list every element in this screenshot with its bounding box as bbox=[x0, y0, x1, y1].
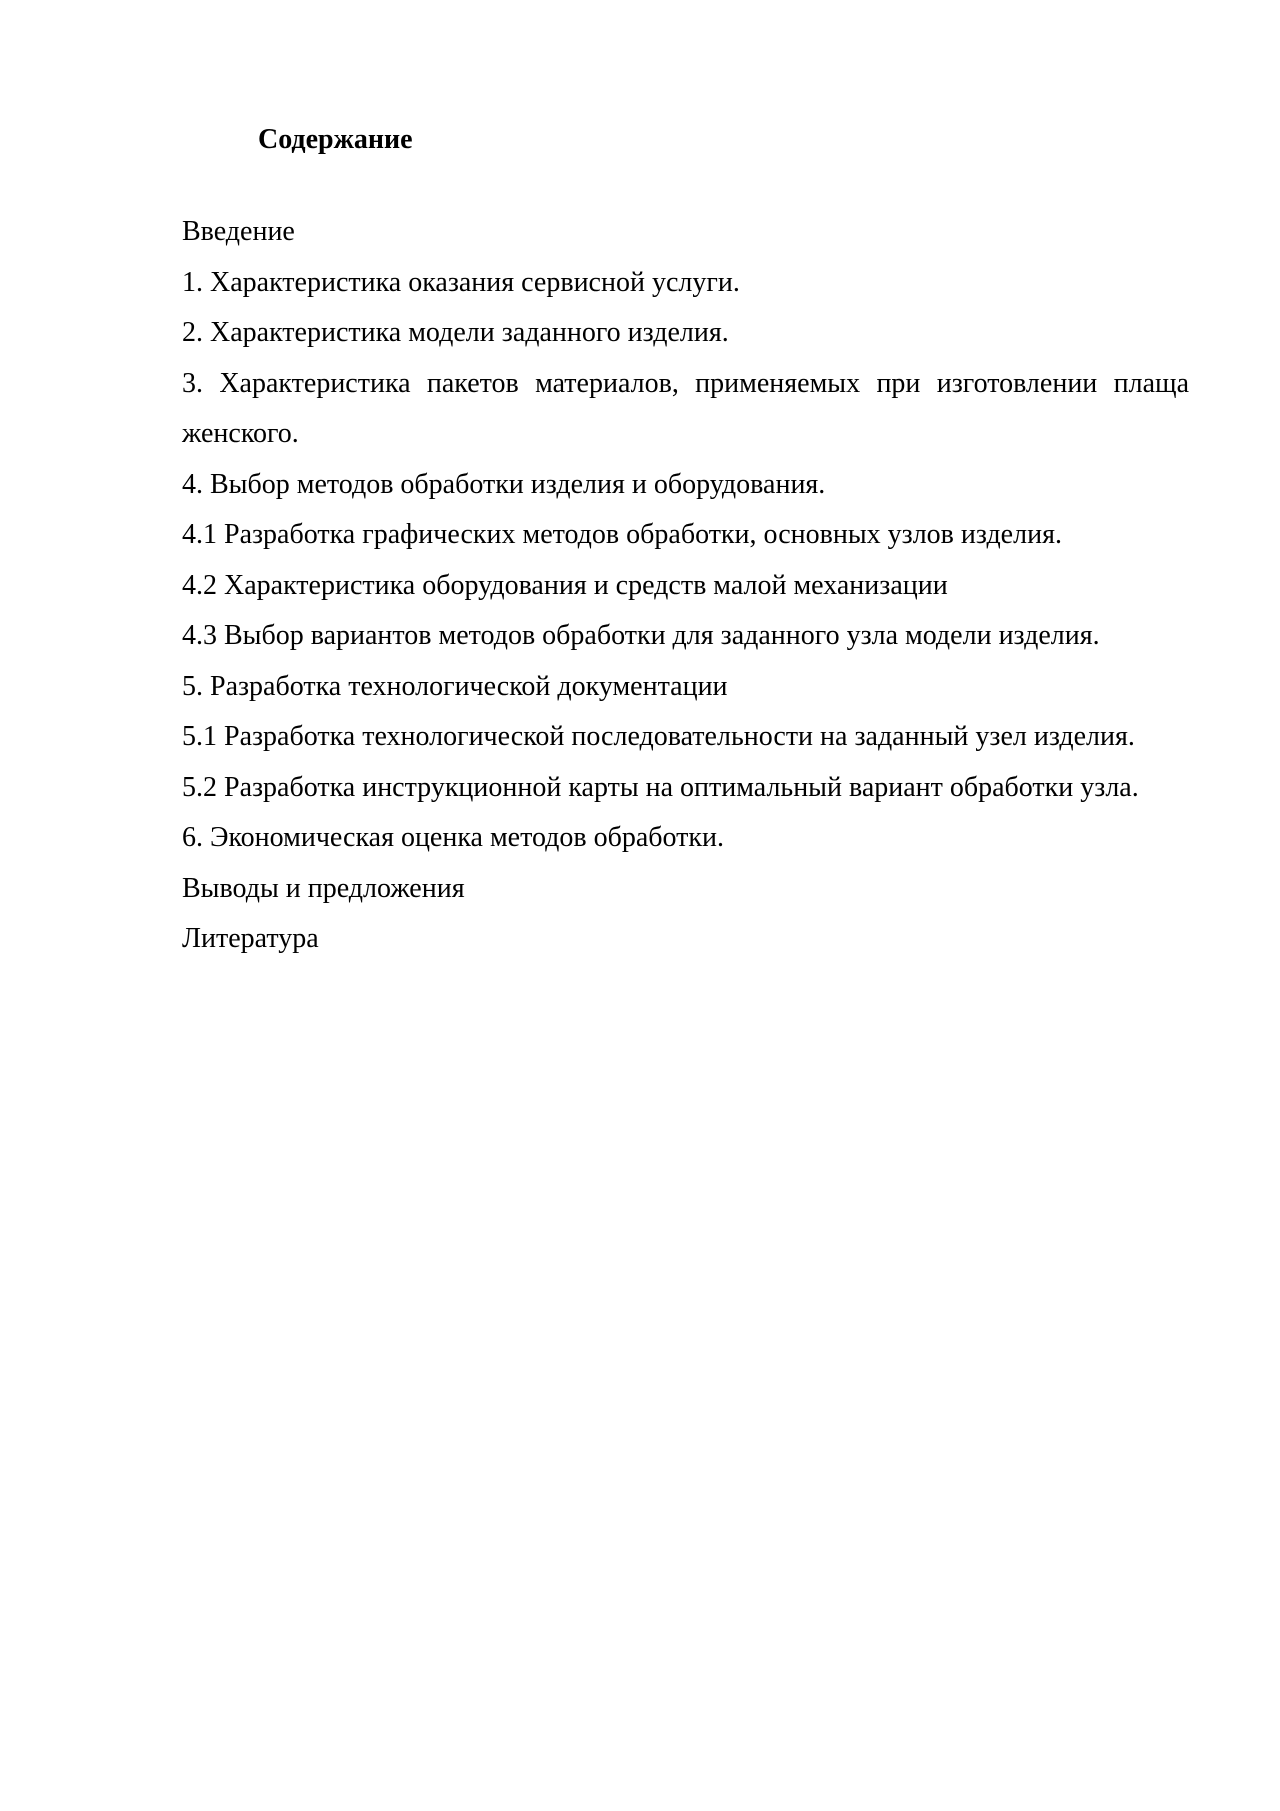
toc-item-6: 6. Экономическая оценка методов обработки. bbox=[182, 822, 724, 853]
toc-item-1: 1. Характеристика оказания сервисной услуги. bbox=[182, 266, 740, 298]
toc-item-4: 4. Выбор методов обработки изделия и оборудования. bbox=[182, 468, 826, 500]
toc-item-4-1: 4.1 Разработка графических методов обработки, основных узлов изделия. bbox=[182, 519, 1062, 550]
toc-item-literature: Литература bbox=[182, 923, 319, 954]
table-of-contents bbox=[182, 207, 1189, 965]
toc-item-4-2: 4.2 Характеристика оборудования и средств малой механизации bbox=[182, 569, 948, 601]
toc-item-2: 2. Характеристика модели заданного изделия. bbox=[182, 317, 729, 348]
toc-item-4-3: 4.3 Выбор вариантов методов обработки для заданного узла модели изделия. bbox=[182, 620, 1100, 651]
toc-item-3: 3. Характеристика пакетов материалов, применяемых при изготовлении плаща женского. bbox=[182, 367, 1189, 449]
toc-item-5-2: 5.2 Разработка инструкционной карты на оптимальный вариант обработки узла. bbox=[182, 771, 1139, 803]
toc-item-introduction: Введение bbox=[182, 216, 295, 247]
toc-item-5-1: 5.1 Разработка технологической последовательности на заданный узел изделия. bbox=[182, 721, 1135, 752]
page-title: Содержание bbox=[258, 124, 413, 155]
toc-item-5: 5. Разработка технологической документации bbox=[182, 670, 728, 702]
toc-item-conclusions: Выводы и предложения bbox=[182, 872, 465, 904]
